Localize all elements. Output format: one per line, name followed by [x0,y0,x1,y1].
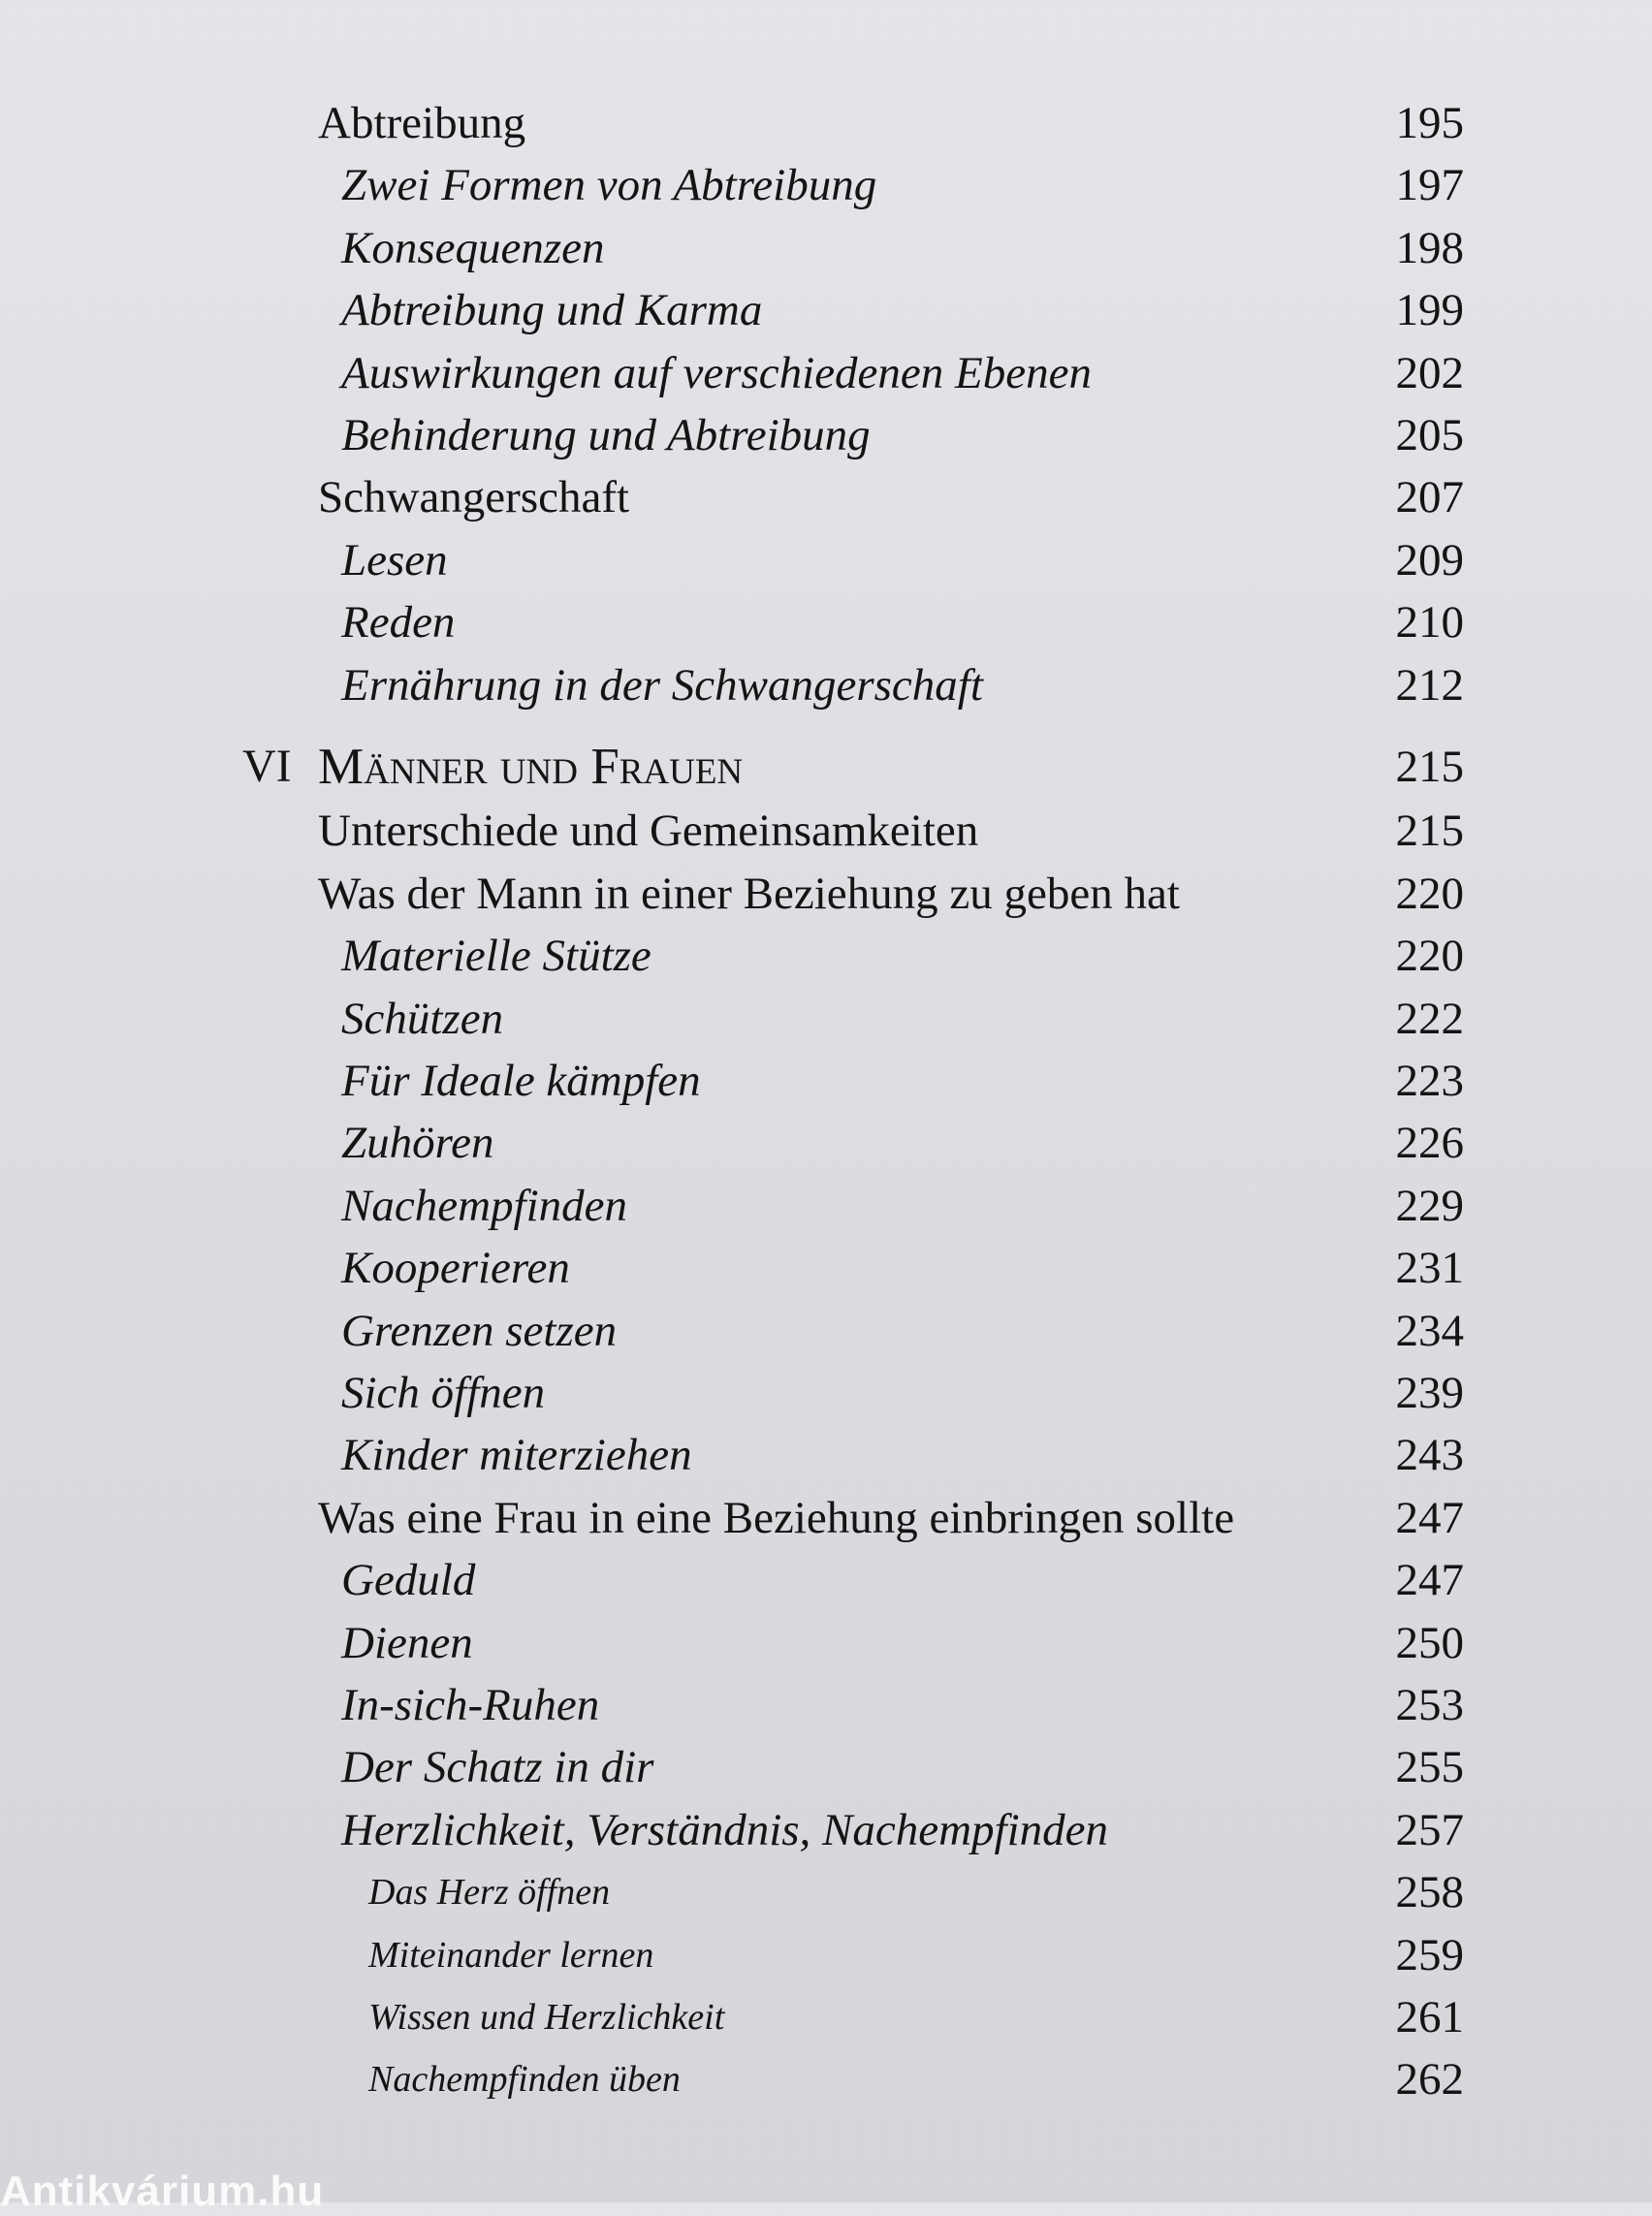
toc-page-number: 212 [1395,659,1464,711]
toc-entry-title: Kinder miterziehen [341,1430,692,1481]
toc-chapter-heading [0,736,1652,798]
toc-entry [0,1736,1652,1798]
toc-page-number: 234 [1395,1305,1464,1356]
toc-page-number: 198 [1395,222,1464,273]
toc-entry [0,154,1652,216]
toc-page-number: 239 [1395,1368,1464,1418]
toc-page-number: 199 [1395,285,1464,336]
toc-entry [0,1112,1652,1174]
toc-entry-title: Schützen [341,993,504,1044]
toc-entry [0,591,1652,653]
toc-entry-title: Sich öffnen [341,1368,546,1418]
toc-entry-title: Für Ideale kämpfen [341,1056,701,1106]
toc-entry-title: Dienen [341,1617,473,1668]
toc-page-number: 262 [1395,2054,1464,2105]
toc-entry [0,1799,1652,1861]
toc-entry [0,1362,1652,1424]
toc-page-number: 257 [1395,1804,1464,1855]
toc-page-number: 229 [1395,1180,1464,1231]
toc-page-number: 207 [1395,472,1464,523]
toc-page-number: 220 [1395,931,1464,982]
toc-entry-title: Konsequenzen [341,222,605,273]
toc-entry-title: Schwangerschaft [318,472,630,523]
chapter-number: VI [242,741,292,792]
toc-page-number: 247 [1395,1555,1464,1606]
toc-entry-title: Geduld [341,1555,476,1606]
toc-page-number: 259 [1395,1929,1464,1980]
toc-entry-title: Auswirkungen auf verschiedenen Ebenen [341,347,1092,398]
toc-page-number: 205 [1395,410,1464,460]
toc-page-number: 220 [1395,868,1464,919]
toc-page-number: 231 [1395,1243,1464,1294]
toc-entry [0,1237,1652,1299]
toc-page-number: 209 [1395,534,1464,586]
toc-page-number: 195 [1395,98,1464,148]
toc-entry-title: Zuhören [341,1118,494,1169]
toc-entry-title: Unterschiede und Gemeinsamkeiten [318,806,979,857]
toc-entry-title: Was eine Frau in eine Beziehung einbringen sollte [318,1492,1235,1543]
toc-page-number: 243 [1395,1430,1464,1481]
toc-page-number: 222 [1395,993,1464,1044]
toc-entry-title: Abtreibung [318,98,526,148]
toc-entry-title: Zwei Formen von Abtreibung [341,160,877,211]
toc-entry-title: Reden [341,597,456,649]
toc-page-number: 255 [1395,1742,1464,1793]
toc-entry [0,1861,1652,1923]
toc-page-number: 215 [1395,806,1464,857]
toc-entry-title: Kooperieren [341,1243,570,1294]
toc-entry [0,1612,1652,1674]
toc-page-number: 223 [1395,1056,1464,1106]
toc-entry-title: Wissen und Herzlichkeit [368,1997,725,2038]
toc-entry-title: Männer und Frauen [318,739,744,795]
toc-entry [0,279,1652,341]
toc-page-number: 261 [1395,1992,1464,2042]
toc-page-number: 258 [1395,1867,1464,1918]
toc-entry-title: Nachempfinden [341,1180,627,1231]
toc-entry [0,1300,1652,1362]
toc-entry [0,1487,1652,1549]
toc-entry-title: Nachempfinden üben [368,2059,681,2101]
toc-entry [0,342,1652,404]
toc-entry-title: Materielle Stütze [341,931,651,982]
toc-entry-title: Das Herz öffnen [368,1872,611,1914]
toc-entry [0,2048,1652,2110]
toc-entry-title: Miteinander lernen [368,1934,654,1976]
toc-entry [0,529,1652,591]
toc-entry [0,863,1652,925]
toc-entry [0,1924,1652,1986]
toc-entry [0,1986,1652,2048]
toc-entry [0,217,1652,279]
toc-entry [0,1175,1652,1237]
toc-entry [0,925,1652,987]
toc-entry [0,800,1652,862]
toc-page-number: 197 [1395,160,1464,211]
toc-page-number: 253 [1395,1680,1464,1730]
toc-page-number: 215 [1395,742,1464,792]
toc-entry [0,1674,1652,1736]
toc-entry [0,988,1652,1050]
toc-entry-title: Lesen [341,534,448,586]
toc-entry [0,654,1652,716]
toc-entry [0,404,1652,466]
toc-entry-title: Ernährung in der Schwangerschaft [341,659,983,711]
toc-entry [0,466,1652,528]
toc-entry-title: Der Schatz in dir [341,1742,654,1793]
toc-entry-title: Herzlichkeit, Verständnis, Nachempfinden [341,1804,1109,1855]
toc-entry [0,1424,1652,1486]
toc-entry [0,1549,1652,1611]
toc-entry-title: Grenzen setzen [341,1305,618,1356]
toc-entry-title: Abtreibung und Karma [341,285,763,336]
toc-page-number: 210 [1395,597,1464,649]
toc-entry-title: Behinderung und Abtreibung [341,410,871,460]
toc-entry [0,1050,1652,1112]
toc-page-number: 202 [1395,347,1464,398]
toc-page-number: 250 [1395,1617,1464,1668]
toc-page-number: 247 [1395,1492,1464,1543]
toc-entry-title: Was der Mann in einer Beziehung zu geben hat [318,868,1180,919]
toc-page-number: 226 [1395,1118,1464,1169]
watermark-text: Antikvárium.hu [0,2168,325,2215]
toc-entry [0,92,1652,154]
toc-entry-title: In-sich-Ruhen [341,1680,600,1730]
